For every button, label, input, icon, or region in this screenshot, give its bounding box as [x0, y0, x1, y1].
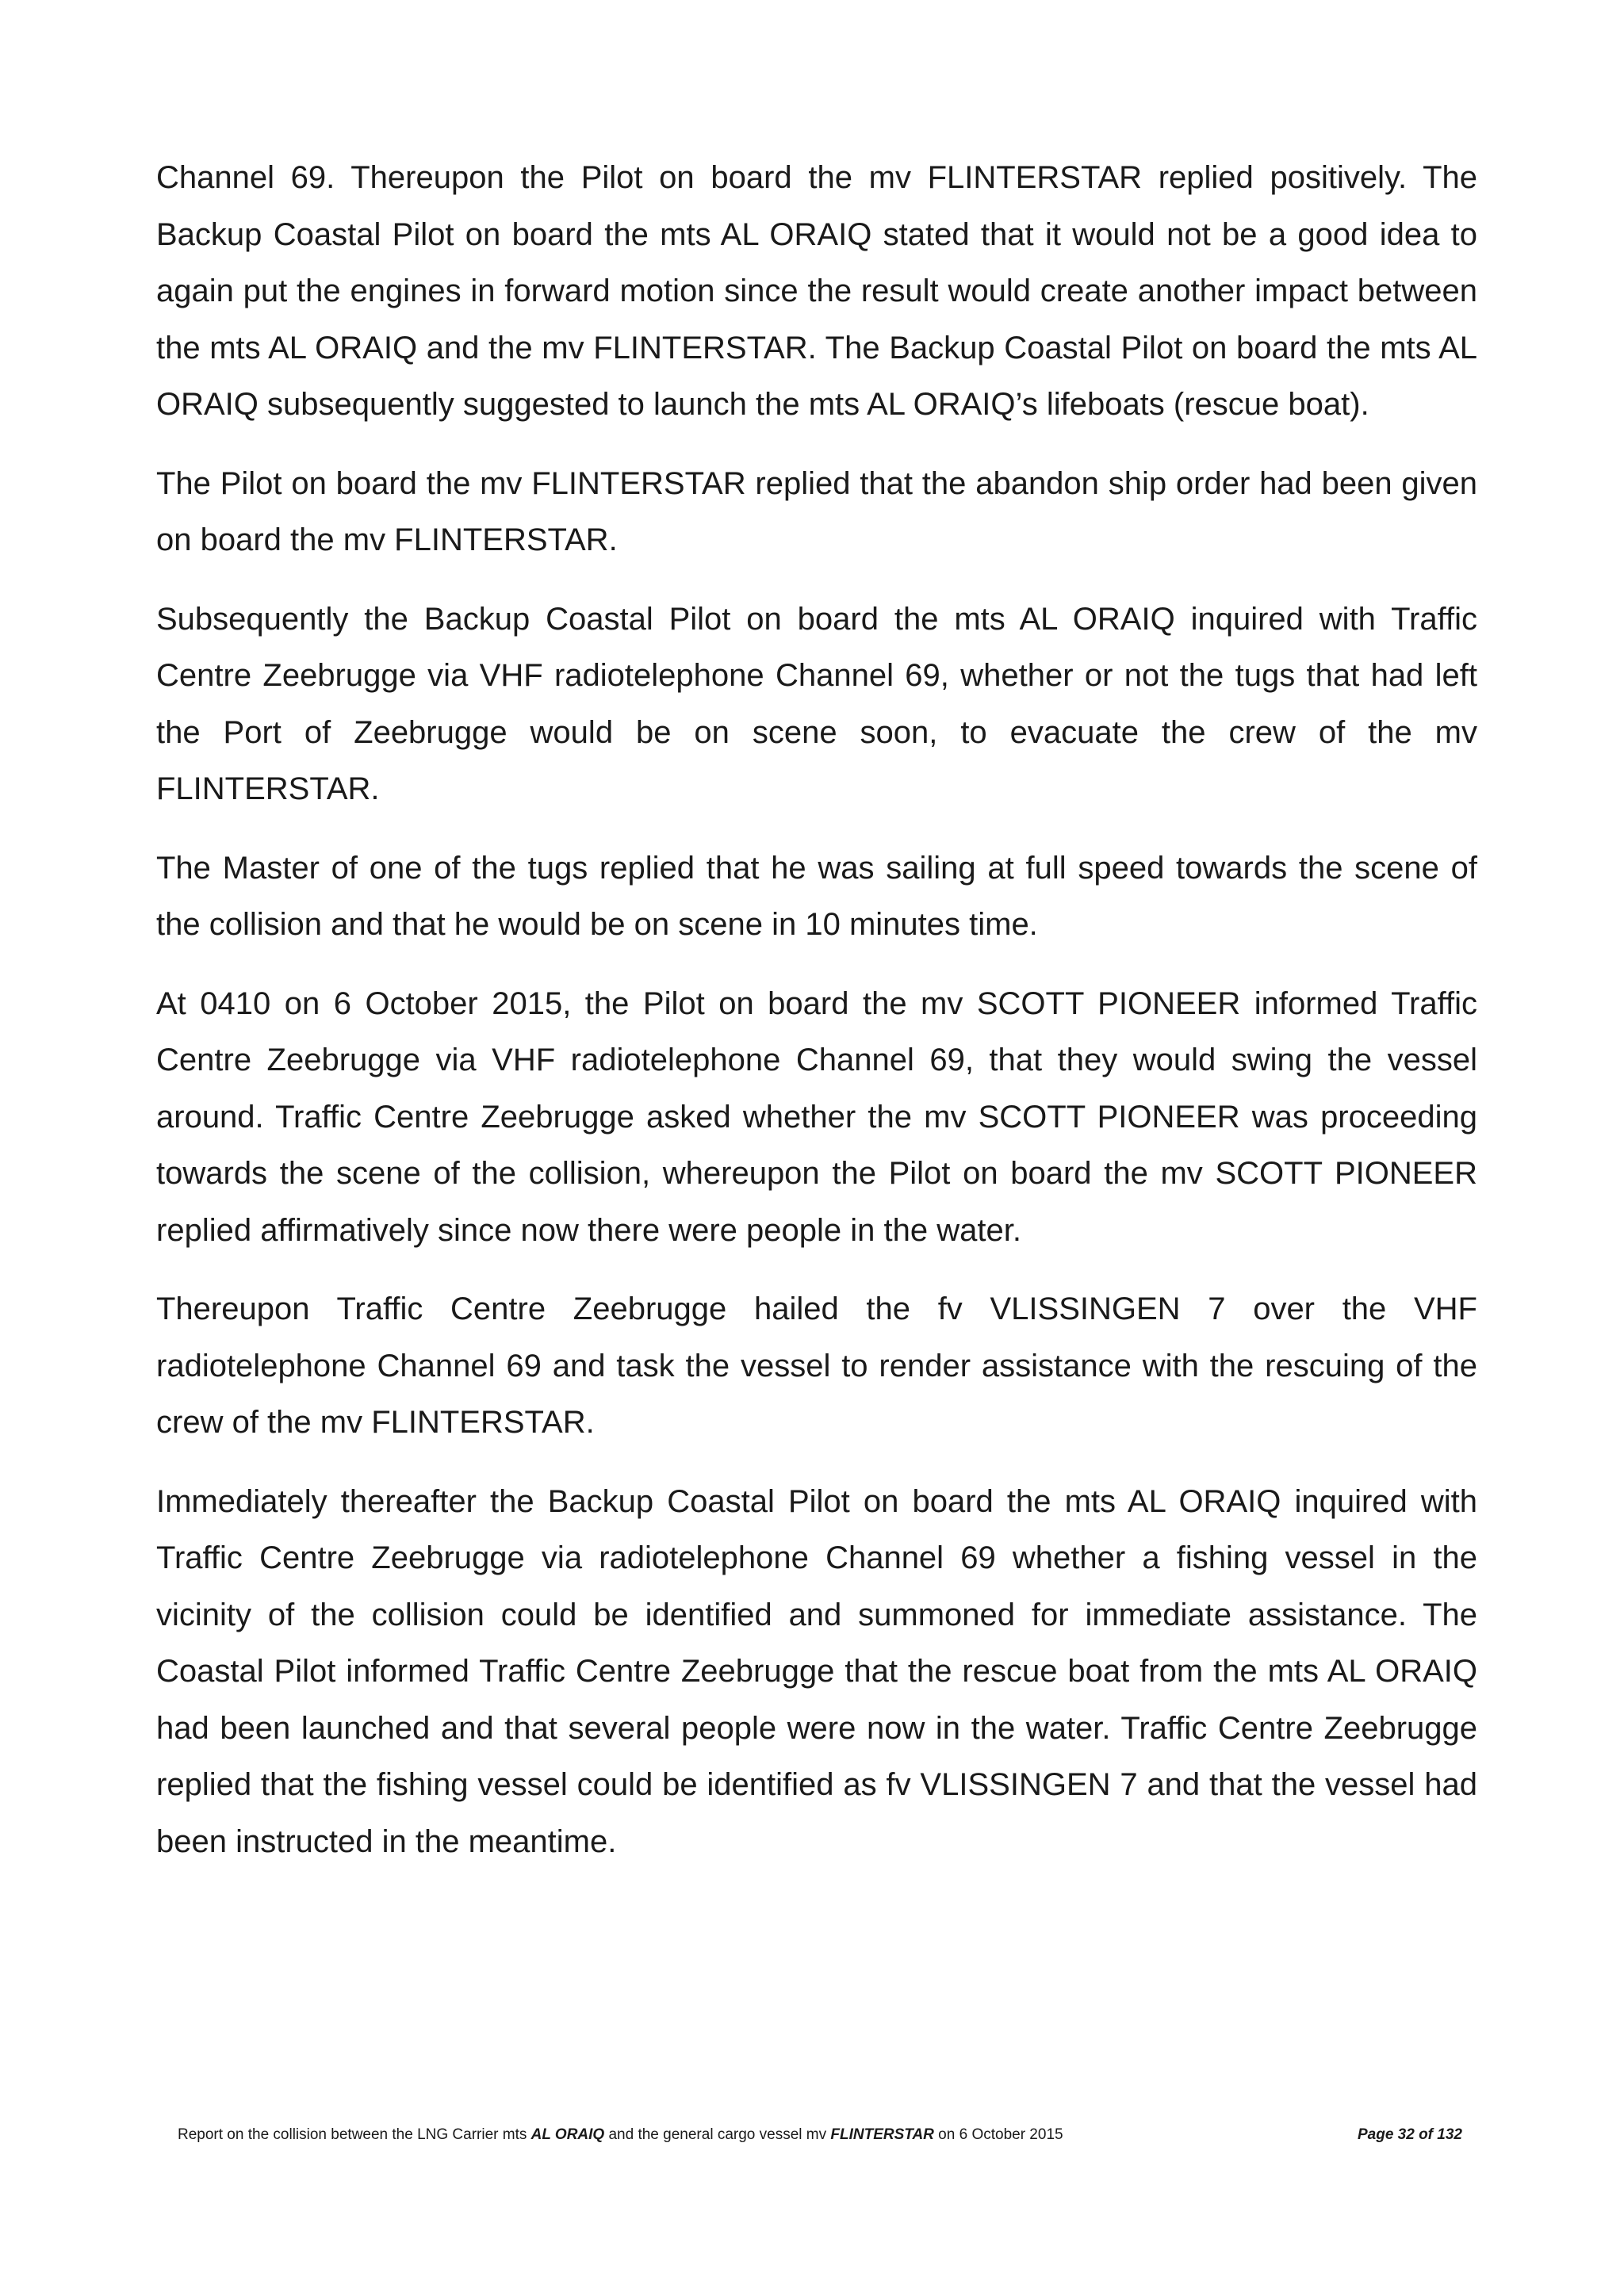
footer-text-1: Report on the collision between the LNG Carrier mts: [178, 2126, 531, 2143]
footer-vessel-1: AL ORAIQ: [530, 2126, 605, 2143]
paragraph-4: The Master of one of the tugs replied that he was sailing at full speed towards the scene of the collision and that he would be on scene in 10 minutes time.: [156, 850, 1477, 942]
footer-text-3: on 6 October 2015: [933, 2126, 1063, 2143]
footer-text-2: and the general cargo vessel mv: [604, 2126, 831, 2143]
paragraph-5: At 0410 on 6 October 2015, the Pilot on board the mv SCOTT PIONEER informed Traffic Centre Zeebrugge via VHF radiotelephone Channel 69, that they would swing the vessel around. Traffic Centre Zeebrugge asked whether the mv SCOTT PIONEER was proceeding towards the scene of the collision, whereupon the Pilot on board the mv SCOTT PIONEER replied affirmatively since now there were people in the water.: [156, 985, 1477, 1248]
page-number: Page 32 of 132: [1357, 2126, 1462, 2143]
paragraph-1: Channel 69. Thereupon the Pilot on board the mv FLINTERSTAR replied positively. The Backup Coastal Pilot on board the mts AL ORAIQ stated that it would not be a good idea to again put the engines in forward motion since the result would create another impact between the mts AL ORAIQ and the mv FLINTERSTAR. The Backup Coastal Pilot on board the mts AL ORAIQ subsequently suggested to launch the mts AL ORAIQ’s lifeboats (rescue boat).: [156, 160, 1477, 422]
footer-report-title: [178, 2125, 1063, 2145]
paragraph-6: Thereupon Traffic Centre Zeebrugge hailed the fv VLISSINGEN 7 over the VHF radiotelephone Channel 69 and task the vessel to render assistance with the rescuing of the crew of the mv FLINTERSTAR.: [156, 1292, 1477, 1440]
paragraph-2: The Pilot on board the mv FLINTERSTAR replied that the abandon ship order had been given on board the mv FLINTERSTAR.: [156, 465, 1477, 557]
body-text: [156, 150, 1477, 1892]
footer-vessel-2: FLINTERSTAR: [830, 2126, 934, 2143]
paragraph-7: Immediately thereafter the Backup Coastal Pilot on board the mts AL ORAIQ inquired with Traffic Centre Zeebrugge via radiotelephone Channel 69 whether a fishing vessel in the vicinity of the collision could be identified and summoned for immediate assistance. The Coastal Pilot informed Traffic Centre Zeebrugge that the rescue boat from the mts AL ORAIQ had been launched and that several people were now in the water. Traffic Centre Zeebrugge replied that the fishing vessel could be identified as fv VLISSINGEN 7 and that the vessel had been instructed in the meantime.: [156, 1483, 1477, 1859]
paragraph-3: Subsequently the Backup Coastal Pilot on board the mts AL ORAIQ inquired with Traffic Centre Zeebrugge via VHF radiotelephone Channel 69, whether or not the tugs that had left the Port of Zeebrugge would be on scene soon, to evacuate the crew of the mv FLINTERSTAR.: [156, 601, 1477, 806]
